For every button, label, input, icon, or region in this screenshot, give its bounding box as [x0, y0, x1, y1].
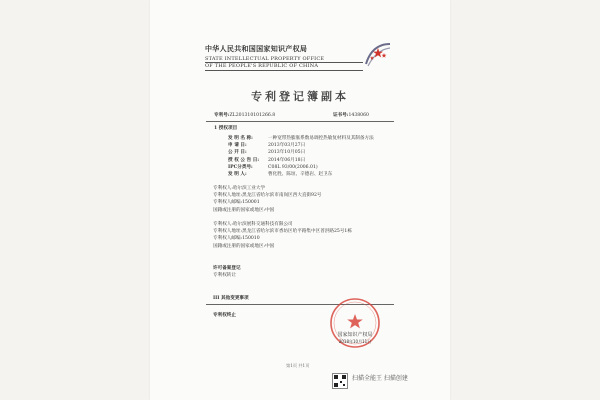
cert-number-value: 1438060 [348, 113, 369, 118]
status-label: 专利权终止 [213, 313, 236, 318]
field-label: 发 明 名 称: [228, 136, 253, 141]
divider [206, 121, 394, 122]
certificate-number [333, 113, 369, 119]
field-label: 授 权 公 告 日: [228, 157, 260, 163]
office-name-en-2: OF THE PEOPLE'S REPUBLIC OF CHINA [205, 62, 319, 69]
field-value: 2013年03月27日 [268, 143, 306, 149]
cert-number-label: 证书号: [333, 113, 349, 118]
transfer-line: 国籍或注册的国家或地区:中国 [213, 243, 275, 249]
transfer-line: 专利权人邮编:150010 [213, 236, 260, 242]
document-title: 专利登记簿副本 [251, 90, 349, 103]
patentee-line: 专利权人邮编:150001 [213, 200, 260, 206]
field-value: 2013年10月05日 [268, 150, 306, 156]
patentee-line: 专利权人地址:黑龙江省哈尔滨市南岗区西大直街92号 [213, 193, 322, 199]
scanner-watermark: 扫描全能王 扫描创建 [352, 375, 408, 382]
field-label: 发 明 人: [228, 172, 247, 177]
license-heading: 许可备案登记 [213, 266, 241, 271]
patent-number-label: 专利号: [214, 113, 230, 118]
field-label: 公 开 日: [228, 150, 247, 156]
header-rule-2 [205, 70, 363, 71]
field-value: 一种宽带热膨胀系数易调控热敏复材料及其制备方法 [268, 136, 374, 141]
transfer-line: 专利权人:哈尔滨展科交通科技有限公司 [213, 222, 293, 227]
official-seal-stamp [328, 296, 382, 350]
field-value: 曹化胜、陈垣、辛德岩、赵卫东 [268, 172, 333, 177]
patent-number [214, 113, 275, 119]
license-text: 专利权转让 [213, 273, 236, 278]
field-value: C08L 93/00(2006.01) [268, 164, 318, 170]
office-name-cn: 中华人民共和国国家知识产权局 [205, 44, 308, 53]
seal-text: 国家知识产权局 [337, 332, 373, 338]
office-header [205, 44, 385, 69]
field-value: 2014年06月18日 [268, 157, 306, 163]
page-number: 第1页 共1页 [286, 363, 310, 368]
seal-date: 2018年10月11日 [338, 339, 372, 344]
header-rule-1 [205, 62, 363, 63]
field-label: 申 请 日: [228, 143, 247, 149]
field-label: IPC分类号: [228, 164, 253, 170]
patentee-line: 国籍或注册的国家或地区:中国 [213, 207, 275, 213]
transfer-line: 专利权人地址:黑龙江省哈尔滨市香坊区哈平路集中区普洪路25号1栋 [213, 229, 352, 235]
section-heading-authorization: 1 授权项目 [214, 126, 238, 131]
qr-code-icon [332, 373, 348, 389]
section-heading-other-changes: III 其他变更事项 [213, 296, 249, 301]
patent-number-value: ZL201310101266.8 [229, 113, 276, 118]
office-name-en-1: STATE INTELLECTUAL PROPERTY OFFICE [205, 56, 325, 62]
patentee-line: 专利权人:哈尔滨工业大学 [213, 186, 266, 191]
